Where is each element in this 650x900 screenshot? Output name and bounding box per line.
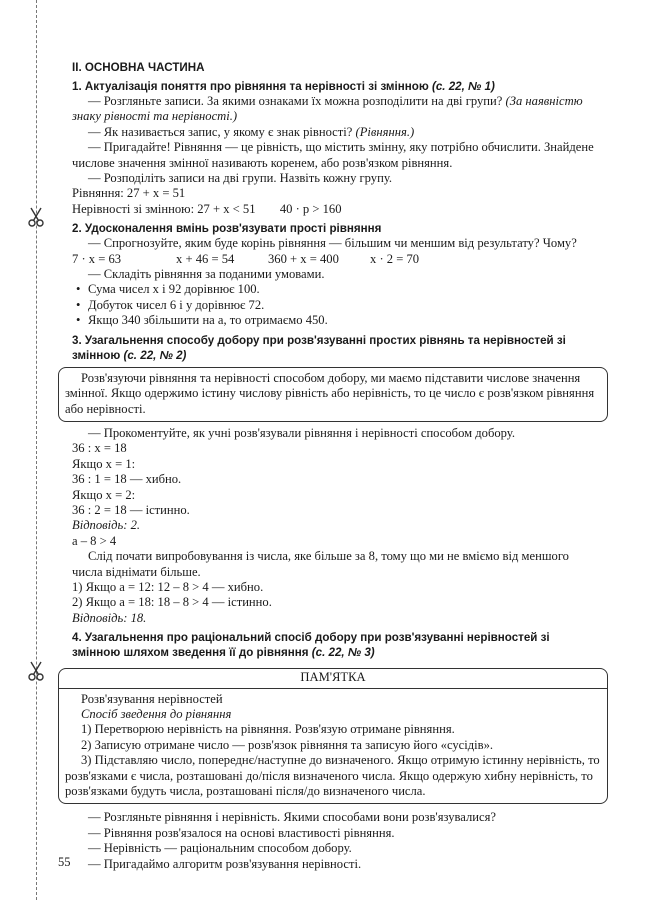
memo-box xyxy=(58,668,608,804)
list-item: • Сума чисел x і 92 дорівнює 100. xyxy=(72,282,600,297)
s3-line: 36 : 1 = 18 — хибно. xyxy=(72,472,182,487)
list-item: • Якщо 340 збільшити на a, то отримаємо 450. xyxy=(72,313,600,328)
s2-equation: x + 46 = 54 xyxy=(176,251,235,266)
section-4-title: 4. Узагальнення про раціональний спосіб добору при розв'язуванні нерівностей зі змінною шляхом зведення її до рівняння xyxy=(72,631,550,660)
scissors-icon xyxy=(26,660,48,682)
memo-subtitle: Розв'язування нерівностей xyxy=(81,691,223,706)
s1-inequality-1: Нерівності зі змінною: 27 + x < 51 xyxy=(72,201,256,216)
s1-line xyxy=(72,125,600,140)
section-4-ref: (с. 22, № 3) xyxy=(311,646,375,660)
section-title: II. ОСНОВНА ЧАСТИНА xyxy=(72,61,205,74)
memo-method: Спосіб зведення до рівняння xyxy=(81,707,232,721)
section-3-heading xyxy=(72,333,600,363)
s3-line: Якщо x = 2: xyxy=(72,487,136,502)
cut-line xyxy=(36,0,37,900)
s2-equation: 360 + x = 400 xyxy=(268,251,339,266)
s1-task: — Розподіліть записи на дві групи. Назвіть кожну групу. xyxy=(88,171,393,186)
closing-line: — Рівняння розв'язалося на основі властивості рівняння. xyxy=(88,825,395,840)
closing-line: — Розгляньте рівняння і нерівність. Якими способами вони розв'язувалися? xyxy=(88,810,496,825)
s3-line: 36 : x = 18 xyxy=(72,441,127,456)
memo-title: ПАМ'ЯТКА xyxy=(59,669,607,688)
s2-equation: x · 2 = 70 xyxy=(370,251,420,266)
s1-answer-2: (Рівняння.) xyxy=(355,124,415,139)
s3-task: — Прокоментуйте, як учні розв'язували рівняння і нерівності способом добору. xyxy=(88,425,515,440)
memo-step: 3) Підставляю число, попереднє/наступне до визначеного. Якщо отримую істинну нерівність, то розв'язками є числа, розташовані до/після визначеного числа. Якщо одержую хибну нерівність, то розв'язками будуть числа, розташовані після/до визначеного числа. xyxy=(65,753,600,799)
memo-step: 2) Записую отримане число — розв'язок рівняння та записую його «сусідів». xyxy=(81,737,494,752)
s2-task: — Складіть рівняння за поданими умовами. xyxy=(88,267,325,282)
s3-line: 2) Якщо a = 18: 18 – 8 > 4 — істинно. xyxy=(72,595,272,610)
s2-equations xyxy=(72,252,600,267)
s3-line: 1) Якщо a = 12: 12 – 8 > 4 — хибно. xyxy=(72,579,264,594)
section-4-heading xyxy=(72,630,600,660)
s1-answer-1: (За наявністю знаку рівності та нерівності.) xyxy=(72,94,583,124)
s1-line xyxy=(72,94,600,125)
scissors-icon xyxy=(26,206,48,228)
closing-line: — Пригадаймо алгоритм розв'язування нерівності. xyxy=(88,856,362,871)
section-1-title: 1. Актуалізація поняття про рівняння та нерівності зі змінною xyxy=(72,80,429,93)
section-3-title: 3. Узагальнення способу добору при розв'язуванні простих рівнянь та нерівностей зі змінною xyxy=(72,333,566,362)
section-3-ref: (с. 22, № 2) xyxy=(123,348,187,362)
rule-box-text: Розв'язуючи рівняння та нерівності способом добору, ми маємо підставити числове значення змінної. Якщо одержимо істину числову рівність або нерівність, то це число є розв'язком рівняння або нерівності. xyxy=(65,370,595,416)
s3-line: a – 8 > 4 xyxy=(72,533,117,548)
s1-equation: Рівняння: 27 + x = 51 xyxy=(72,186,186,201)
s1-question-2: — Як називається запис, у якому є знак рівності? xyxy=(88,124,353,139)
section-1-ref: (с. 22, № 1) xyxy=(431,80,495,93)
s1-inequalities xyxy=(72,202,600,217)
section-1-heading xyxy=(72,79,600,94)
s3-line: Якщо x = 1: xyxy=(72,456,136,471)
closing-line: — Нерівність — раціональним способом добору. xyxy=(88,841,352,856)
s1-inequality-2: 40 · p > 160 xyxy=(279,201,342,216)
s3-answer: Відповідь: 18. xyxy=(72,610,147,625)
page-number: 55 xyxy=(58,855,71,869)
rule-box xyxy=(58,367,608,422)
s1-question-1: — Розгляньте записи. За якими ознаками їх можна розподілити на дві групи? xyxy=(88,94,503,108)
s2-equation: 7 · x = 63 xyxy=(72,251,122,266)
section-2-title: 2. Удосконалення вмінь розв'язувати прості рівняння xyxy=(72,222,382,236)
s3-line: 36 : 2 = 18 — істинно. xyxy=(72,502,190,517)
s2-bullet-list xyxy=(72,282,600,328)
s3-answer: Відповідь: 2. xyxy=(72,518,141,533)
s1-definition: — Пригадайте! Рівняння — це рівність, що містить змінну, яку потрібно обчислити. Знайдене числове значення змінної називають коренем, або розв'язком рівняння. xyxy=(72,140,594,170)
s3-explanation: Слід почати випробовування із числа, яке більше за 8, тому що ми не вміємо від меншого числа віднімати більше. xyxy=(72,549,569,579)
page-content xyxy=(65,58,600,872)
list-item: • Добуток чисел 6 і y дорівнює 72. xyxy=(72,298,600,313)
s2-question: — Спрогнозуйте, яким буде корінь рівняння — більшим чи меншим від результату? Чому? xyxy=(88,236,577,251)
memo-step: 1) Перетворюю нерівність на рівняння. Розв'язую отримане рівняння. xyxy=(81,722,455,737)
